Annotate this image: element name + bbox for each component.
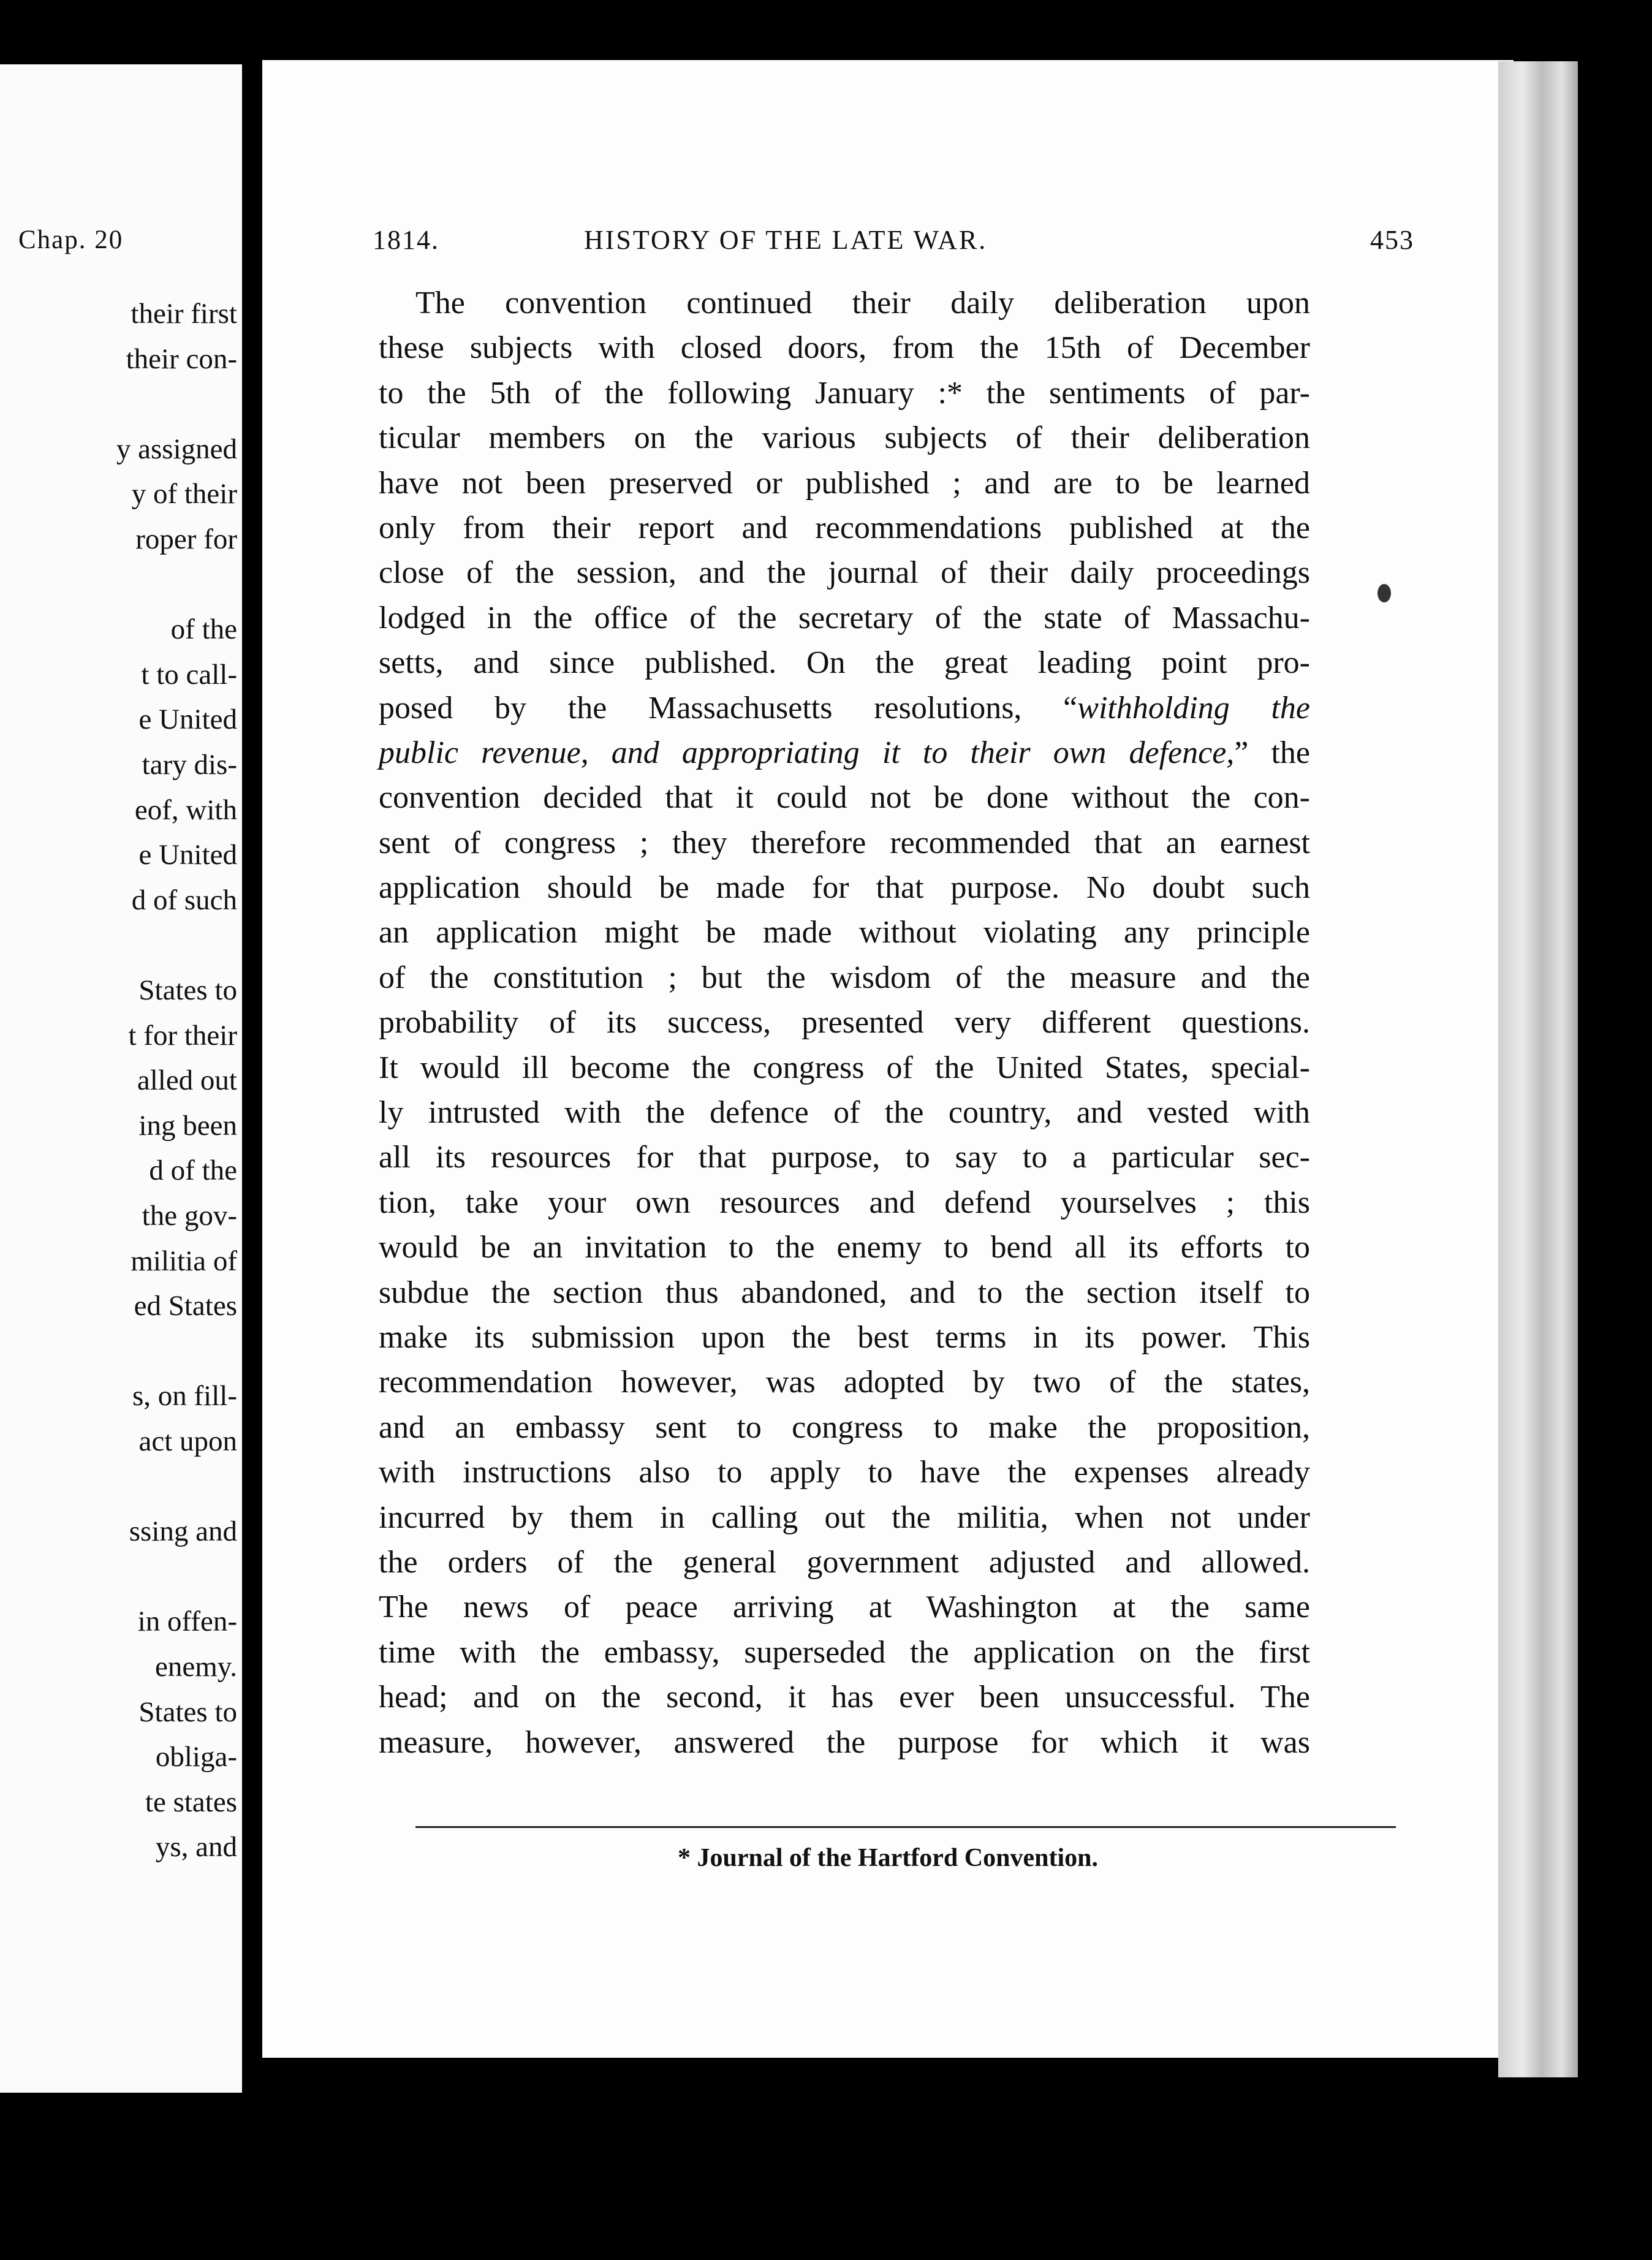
page-number: 453 — [1370, 225, 1414, 255]
text-line-with-italic — [379, 730, 1310, 775]
left-text-line: s, on fill- — [132, 1380, 237, 1412]
text-line: of the constitution ; but the wisdom of the measure and the — [379, 960, 1310, 995]
header-year: 1814. — [373, 225, 439, 255]
text-line: setts, and since published. On the great leading point pro- — [379, 645, 1310, 681]
text-line: probability of its success, presented very different questions. — [379, 1005, 1310, 1041]
left-text-line: eof, with — [134, 794, 237, 826]
left-text-line: States to — [138, 1696, 237, 1728]
text-line: an application might be made without violating any principle — [379, 915, 1310, 950]
text-line: convention decided that it could not be done without the con- — [379, 780, 1310, 816]
page-edges — [1498, 61, 1578, 2077]
left-facing-page — [0, 64, 242, 2093]
left-text-line: of the — [170, 613, 237, 646]
text-line: application should be made for that purpose. No doubt such — [379, 870, 1310, 906]
body-text — [379, 281, 1310, 1765]
left-text-line: militia of — [131, 1245, 237, 1277]
text-line: sent of congress ; they therefore recommended that an earnest — [379, 825, 1310, 860]
left-text-line: in offen- — [137, 1606, 237, 1638]
left-text-line: te states — [145, 1786, 237, 1818]
text-line: make its submission upon the best terms in its power. This — [379, 1319, 1310, 1355]
text-line: The news of peace arriving at Washington at the same — [379, 1590, 1310, 1625]
left-text-line: obliga- — [155, 1741, 237, 1773]
main-page — [262, 60, 1514, 2058]
left-text-line: alled out — [137, 1064, 237, 1097]
ink-speck — [1377, 584, 1391, 602]
text-line: ticular members on the various subjects of their deliberation — [379, 420, 1310, 456]
left-text-line: ys, and — [155, 1831, 237, 1864]
left-text-line: e United — [138, 703, 237, 736]
left-text-line: act upon — [138, 1425, 237, 1457]
text-line: tion, take your own resources and defend yourselves ; this — [379, 1185, 1310, 1220]
text-line: The convention continued their daily deliberation upon — [415, 286, 1310, 320]
running-head — [373, 224, 1414, 267]
footnote-rule — [415, 1826, 1396, 1828]
text-line-with-italic — [379, 686, 1310, 730]
left-text-line: e United — [138, 839, 237, 871]
left-text-line: their first — [131, 298, 237, 330]
italic-quote-cont: public revenue, and appropriating it to their own defence, — [379, 735, 1235, 770]
footnote: * Journal of the Hartford Convention. — [678, 1844, 1098, 1872]
text-line: would be an invitation to the enemy to bend all its efforts to — [379, 1230, 1310, 1265]
text-line: recommendation however, was adopted by two of the states, — [379, 1365, 1310, 1400]
header-title: HISTORY OF THE LATE WAR. — [584, 225, 988, 255]
text-line: with instructions also to apply to have the expenses already — [379, 1455, 1310, 1490]
text-line: time with the embassy, superseded the application on the first — [379, 1634, 1310, 1670]
left-text-line: ed States — [134, 1290, 237, 1322]
left-text-line: ssing and — [129, 1515, 237, 1548]
text-line: ly intrusted with the defence of the country, and vested with — [379, 1095, 1310, 1131]
text-segment: ” the — [1234, 735, 1311, 770]
left-text-line: roper for — [135, 523, 237, 555]
text-line: measure, however, answered the purpose for which it was — [379, 1724, 1310, 1760]
text-line: incurred by them in calling out the militia, when not under — [379, 1500, 1310, 1535]
left-text-line: d of such — [131, 884, 237, 916]
left-text-line: t for their — [128, 1019, 237, 1052]
text-line: and an embassy sent to congress to make the proposition, — [379, 1409, 1310, 1445]
left-text-line: y assigned — [116, 433, 237, 465]
left-text-line: tary dis- — [142, 749, 237, 781]
left-text-line: their con- — [126, 343, 237, 375]
left-text-line: t to call- — [141, 658, 237, 691]
left-text-line: States to — [138, 974, 237, 1006]
text-line: close of the session, and the journal of their daily proceedings — [379, 555, 1310, 591]
text-line: It would ill become the congress of the United States, special- — [379, 1050, 1310, 1085]
left-text-line: the gov- — [142, 1200, 237, 1232]
text-line: these subjects with closed doors, from the 15th of December — [379, 330, 1310, 366]
text-line: subdue the section thus abandoned, and to the section itself to — [379, 1275, 1310, 1310]
text-line: lodged in the office of the secretary of the state of Massachu- — [379, 600, 1310, 635]
text-line: have not been preserved or published ; and are to be learned — [379, 465, 1310, 501]
text-line: head; and on the second, it has ever been unsuccessful. The — [379, 1680, 1310, 1715]
left-text-line: enemy. — [155, 1651, 237, 1683]
left-text-line: ing been — [138, 1109, 237, 1142]
text-line: only from their report and recommendations published at the — [379, 510, 1310, 545]
italic-quote: withholding the — [1077, 690, 1311, 726]
text-line: the orders of the general government adjusted and allowed. — [379, 1544, 1310, 1580]
left-text-line: d of the — [149, 1155, 237, 1187]
text-segment: posed by the Massachusetts resolutions, “ — [379, 690, 1078, 726]
left-page-header: Chap. 20 — [18, 226, 124, 254]
text-line: to the 5th of the following January :* the sentiments of par- — [379, 375, 1310, 411]
text-line: all its resources for that purpose, to say to a particular sec- — [379, 1140, 1310, 1175]
left-text-line: y of their — [131, 478, 237, 510]
